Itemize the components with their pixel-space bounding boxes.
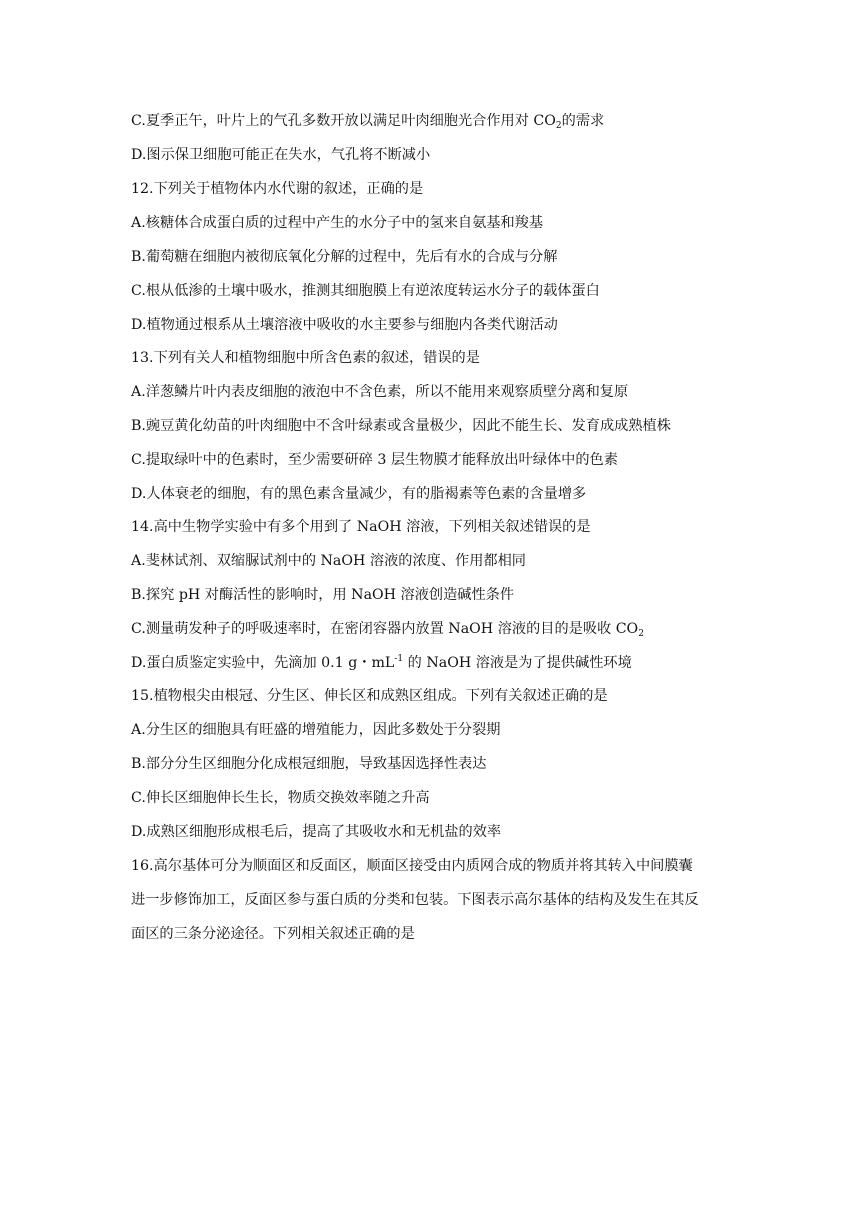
option-line: C.测量萌发种子的呼吸速率时，在密闭容器内放置 NaOH 溶液的目的是吸收 $CO_2$	[131, 621, 644, 639]
option-line: C.提取绿叶中的色素时，至少需要研碎 3 层生物膜才能释放出叶绿体中的色素	[131, 452, 618, 468]
question-16-stem: 16.高尔基体可分为顺面区和反面区，顺面区接受由内质网合成的物质并将其转入中间膜囊	[131, 858, 693, 874]
option-line: A.洋葱鳞片叶内表皮细胞的液泡中不含色素，所以不能用来观察质壁分离和复原	[131, 384, 629, 400]
option-line: B.豌豆黄化幼苗的叶肉细胞中不含叶绿素或含量极少，因此不能生长、发育成成熟植株	[131, 418, 671, 434]
option-line: B.葡萄糖在细胞内被彻底氧化分解的过程中，先后有水的合成与分解	[131, 249, 558, 265]
option-line: B.部分分生区细胞分化成根冠细胞，导致基因选择性表达	[131, 756, 487, 772]
option-line: D.人体衰老的细胞，有的黑色素含量减少，有的脂褐素等色素的含量增多	[131, 486, 587, 502]
question-16-stem: 进一步修饰加工，反面区参与蛋白质的分类和包装。下图表示高尔基体的结构及发生在其反	[131, 892, 699, 908]
option-line: D.植物通过根系从土壤溶液中吸收的水主要参与细胞内各类代谢活动	[131, 317, 558, 333]
text-line: D.图示保卫细胞可能正在失水，气孔将不断减小	[131, 147, 431, 163]
option-line: C.伸长区细胞伸长生长，物质交换效率随之升高	[131, 790, 430, 806]
question-12-stem: 12.下列关于植物体内水代谢的叙述，正确的是	[131, 181, 424, 197]
option-line: D.成熟区细胞形成根毛后，提高了其吸收水和无机盐的效率	[131, 824, 502, 840]
question-15-stem: 15.植物根尖由根冠、分生区、伸长区和成熟区组成。下列有关叙述正确的是	[131, 688, 608, 704]
option-line: D.蛋白质鉴定实验中，先滴加 0.1 g・$mL^{-1}$ 的 NaOH 溶液是为了提供碱性环境	[131, 654, 632, 671]
option-line: A.斐林试剂、双缩脲试剂中的 NaOH 溶液的浓度、作用都相同	[131, 553, 526, 569]
option-line: B.探究 pH 对酶活性的影响时，用 NaOH 溶液创造碱性条件	[131, 587, 515, 603]
option-line: C.根从低渗的土壤中吸水，推测其细胞膜上有逆浓度转运水分子的载体蛋白	[131, 283, 600, 299]
option-line: A.分生区的细胞具有旺盛的增殖能力，因此多数处于分裂期	[131, 722, 501, 738]
question-16-stem: 面区的三条分泌途径。下列相关叙述正确的是	[131, 926, 415, 942]
option-line: A.核糖体合成蛋白质的过程中产生的水分子中的氢来自氨基和羧基	[131, 215, 544, 231]
question-14-stem: 14.高中生物学实验中有多个用到了 NaOH 溶液，下列相关叙述错误的是	[131, 519, 591, 535]
question-13-stem: 13.下列有关人和植物细胞中所含色素的叙述，错误的是	[131, 350, 480, 366]
text-line: C.夏季正午，叶片上的气孔多数开放以满足叶肉细胞光合作用对 $CO_2$的需求	[131, 113, 605, 131]
